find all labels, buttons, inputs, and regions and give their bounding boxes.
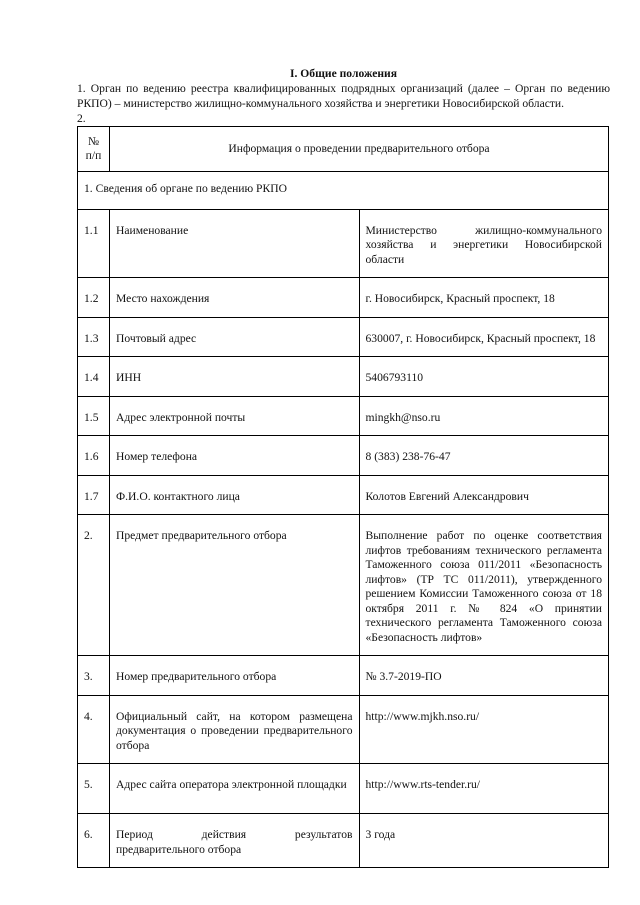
intro-paragraph: 1. Орган по ведению реестра квалифицированных подрядных организаций (далее – Орган по ведению РКПО) – министерство жилищно-коммунального хозяйства и энергетики Новосибирской области.	[77, 82, 610, 110]
row-label: Место нахождения	[110, 278, 360, 318]
row-value: http://www.mjkh.nso.ru/	[359, 695, 609, 764]
row-value: Выполнение работ по оценке соответствия лифтов требованиям технического регламента Таможенного союза 011/2011 «Безопасность лифтов» (ТР ТС 011/2011), утвержденного решением Комиссии Таможенного союза от 18 октября 2011 г. № 824 «О принятии технического регламента Таможенного союза «Безопасность лифтов»	[359, 515, 609, 656]
row-value: 3 года	[359, 814, 609, 868]
table-row	[78, 515, 609, 656]
table-header-row	[78, 127, 609, 172]
table-row	[78, 695, 609, 764]
row-num: 1.7	[78, 475, 110, 515]
row-label: Почтовый адрес	[110, 317, 360, 357]
row-label: Официальный сайт, на котором размещена документация о проведении предварительного отбора	[110, 695, 360, 764]
item-2-number: 2.	[77, 112, 86, 125]
section-heading: I. Общие положения	[289, 67, 397, 80]
row-label: Номер телефона	[110, 436, 360, 476]
table-row	[78, 436, 609, 476]
table-row	[78, 317, 609, 357]
row-value: 5406793110	[359, 357, 609, 397]
row-num: 1.6	[78, 436, 110, 476]
row-value: mingkh@nso.ru	[359, 396, 609, 436]
header-info-cell: Информация о проведении предварительного отбора	[110, 127, 609, 172]
table-row	[78, 764, 609, 814]
row-label: Период действия результатов предварительного отбора	[110, 814, 360, 868]
row-num: 4.	[78, 695, 110, 764]
row-label: Адрес сайта оператора электронной площадки	[110, 764, 360, 814]
row-value: Колотов Евгений Александрович	[359, 475, 609, 515]
table-row	[78, 396, 609, 436]
row-label: Ф.И.О. контактного лица	[110, 475, 360, 515]
row-num: 3.	[78, 656, 110, 696]
row-label: ИНН	[110, 357, 360, 397]
row-num: 1.2	[78, 278, 110, 318]
row-num: 2.	[78, 515, 110, 656]
header-num-cell: № п/п	[78, 127, 110, 172]
row-num: 1.5	[78, 396, 110, 436]
row-label: Наименование	[110, 209, 360, 278]
row-num: 5.	[78, 764, 110, 814]
row-num: 1.1	[78, 209, 110, 278]
table-row	[78, 814, 609, 868]
table-row	[78, 656, 609, 696]
row-value: Министерство жилищно-коммунального хозяйства и энергетики Новосибирской области	[359, 209, 609, 278]
row-value: 8 (383) 238-76-47	[359, 436, 609, 476]
section-title-cell: 1. Сведения об органе по ведению РКПО	[78, 172, 609, 210]
row-num: 1.3	[78, 317, 110, 357]
row-num: 1.4	[78, 357, 110, 397]
row-value: http://www.rts-tender.ru/	[359, 764, 609, 814]
table-section-row	[78, 172, 609, 210]
table-row	[78, 278, 609, 318]
table-row	[78, 475, 609, 515]
row-label: Предмет предварительного отбора	[110, 515, 360, 656]
row-value: 630007, г. Новосибирск, Красный проспект, 18	[359, 317, 609, 357]
table-row	[78, 357, 609, 397]
row-label: Адрес электронной почты	[110, 396, 360, 436]
row-value: № 3.7-2019-ПО	[359, 656, 609, 696]
row-label: Номер предварительного отбора	[110, 656, 360, 696]
row-num: 6.	[78, 814, 110, 868]
selection-info-table	[77, 126, 609, 868]
document-page	[77, 66, 610, 868]
table-row	[78, 209, 609, 278]
row-value: г. Новосибирск, Красный проспект, 18	[359, 278, 609, 318]
